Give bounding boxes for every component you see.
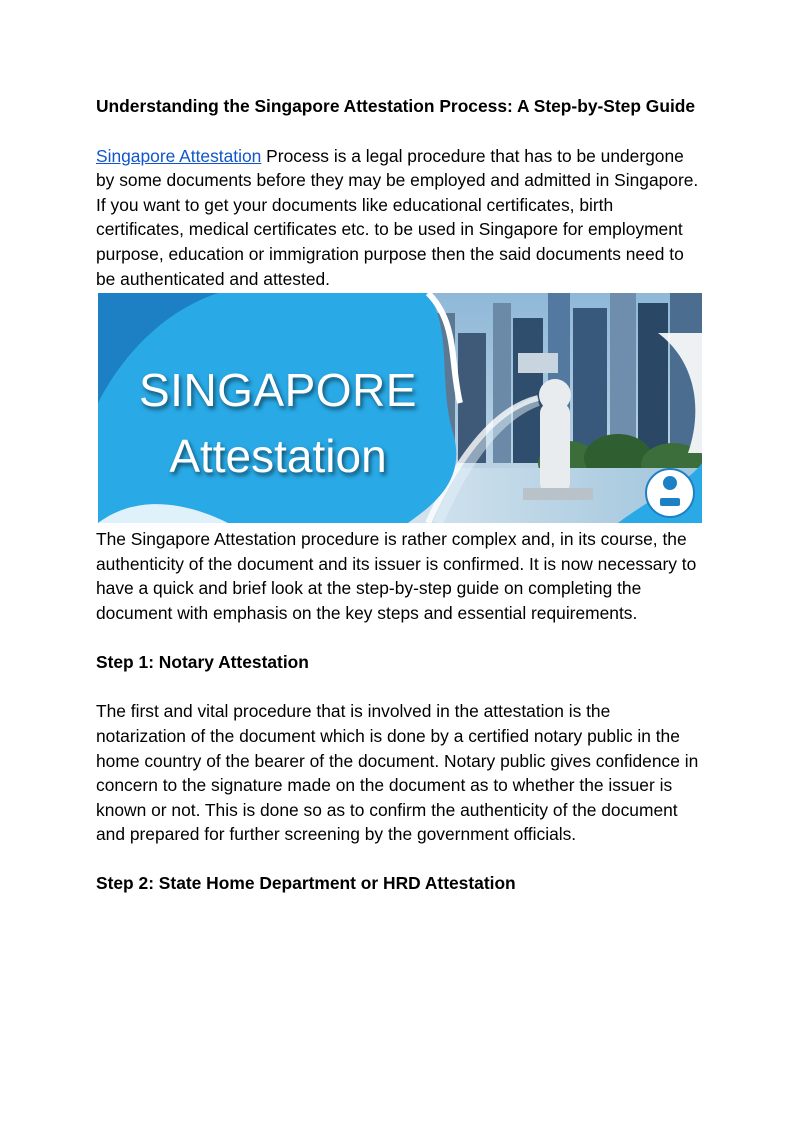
- step1-body: The first and vital procedure that is involved in the attestation is the notarization of the document which is done by a certified notary public in the home country of the bearer of the document. Notary public gives confidence in concern to the signature made on the document as to whether the issuer is known or not. This is done so as to confirm the authenticity of the document and prepared for further screening by the government officials.: [96, 701, 699, 845]
- overview-paragraph: The Singapore Attestation procedure is rather complex and, in its course, the authenticity of the document and its issuer is confirmed. It is now necessary to have a quick and brief look at the step-by-step guide on completing the document with emphasis on the key steps and essential requirements.: [96, 529, 697, 623]
- document-body: [96, 94, 702, 896]
- brilliance-logo-icon: [646, 469, 694, 517]
- banner-title-line1: SINGAPORE: [138, 364, 417, 417]
- step1-heading: Step 1: Notary Attestation: [96, 652, 309, 673]
- intro-paragraph: [96, 144, 702, 292]
- singapore-attestation-banner: [98, 293, 702, 523]
- intro-text: Process is a legal procedure that has to be undergone by some documents before they may be employed and admitted in Singapore. If you want to get your documents like educational certificates, birth certificates, medical certificates etc. to be used in Singapore for employment purpose, education or immigration purpose then the said documents need to be authenticated and attested.: [96, 145, 699, 289]
- document-title: Understanding the Singapore Attestation Process: A Step-by-Step Guide: [96, 96, 696, 116]
- singapore-attestation-link[interactable]: Singapore Attestation: [96, 145, 262, 166]
- step2-heading: Step 2: State Home Department or HRD Attestation: [96, 873, 516, 894]
- banner-title-line2: Attestation: [169, 430, 387, 483]
